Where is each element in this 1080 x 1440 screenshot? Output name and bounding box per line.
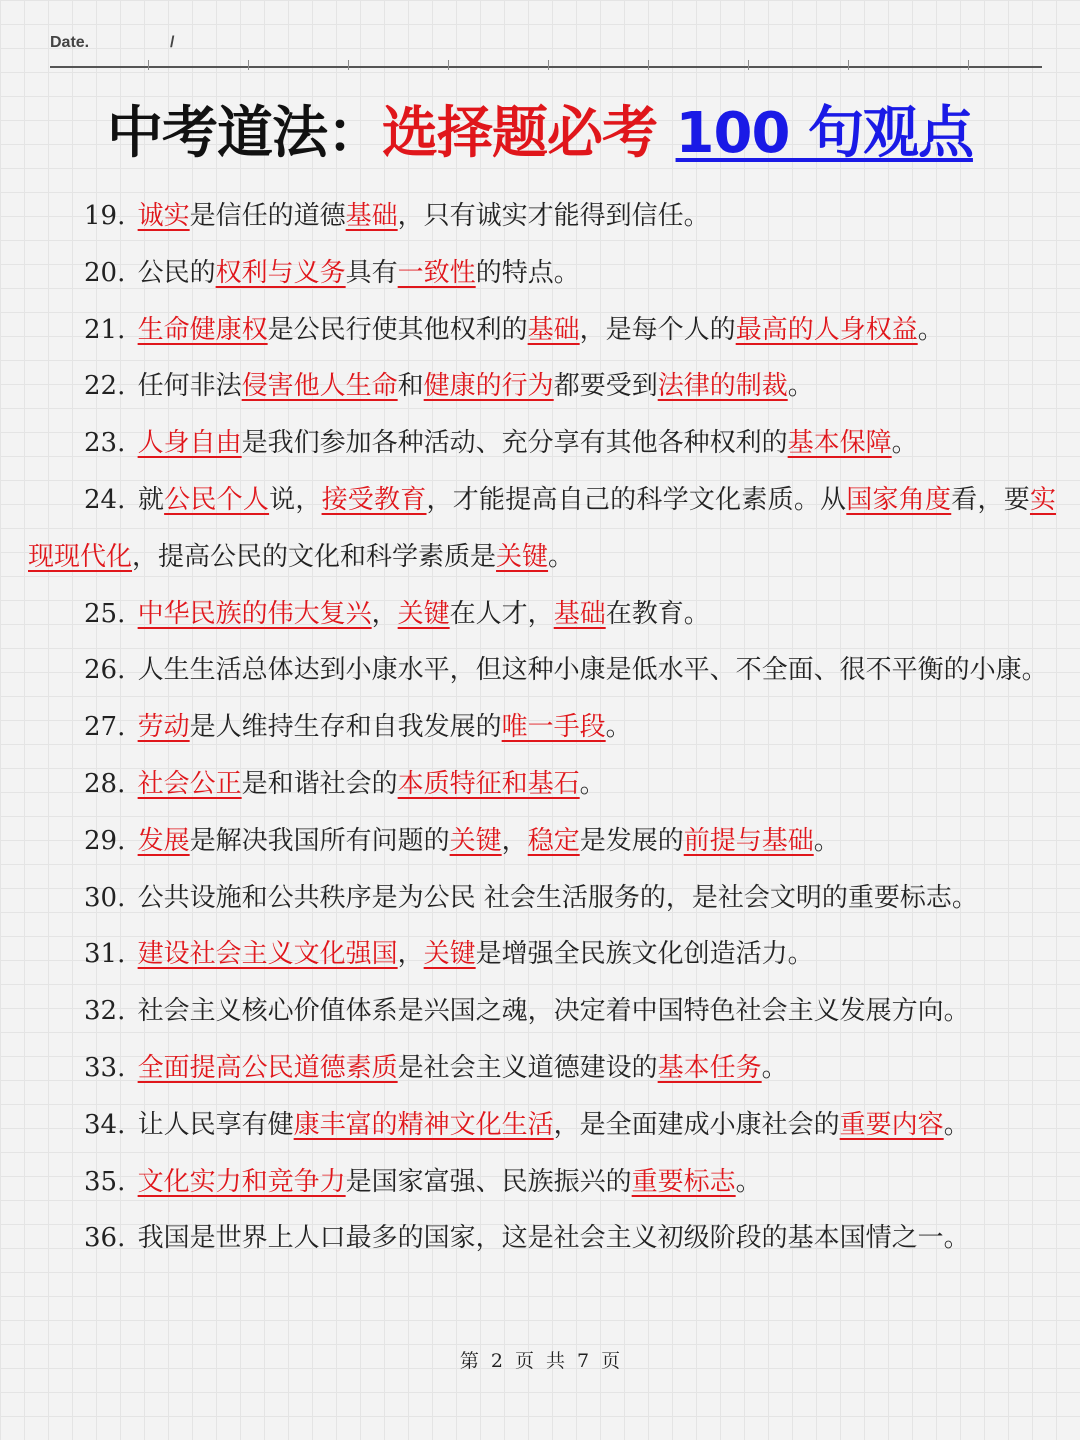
item-number: 30. (84, 882, 126, 913)
list-item (28, 415, 1056, 472)
date-slash: / (170, 34, 175, 51)
list-item (28, 302, 1056, 359)
list-item (28, 245, 1056, 302)
item-number: 31. (84, 939, 126, 970)
key-term: 本质特征和基石 (397, 768, 580, 799)
page-title (0, 96, 1080, 172)
item-text: 的特点。 (475, 257, 580, 288)
list-item (28, 1040, 1056, 1097)
key-term: 文化实力和竞争力 (137, 1166, 346, 1197)
item-number: 35. (84, 1166, 126, 1197)
list-item (28, 813, 1056, 870)
list-item (28, 699, 1056, 756)
item-text: 。 (579, 768, 606, 799)
list-item (28, 472, 1056, 586)
key-term: 一致性 (397, 257, 476, 288)
item-text: 。 (917, 314, 944, 345)
key-term: 劳动 (137, 712, 190, 743)
key-term: 关键 (423, 939, 476, 970)
item-text: 是社会主义道德建设的 (397, 1052, 658, 1083)
key-term: 稳定 (527, 825, 580, 856)
key-term: 建设社会主义文化强国 (137, 939, 398, 970)
item-number: 36. (84, 1223, 126, 1254)
key-term: 健康的行为 (423, 371, 554, 402)
item-text: 。 (787, 371, 814, 402)
key-term: 国家角度 (846, 484, 952, 515)
title-part-topic: 选择题必考 (382, 101, 658, 166)
item-text: 社会主义核心价值体系是兴国之魂，决定着中国特色社会主义发展方向。 (137, 996, 970, 1027)
key-term: 人身自由 (137, 428, 242, 459)
item-number: 32. (84, 996, 126, 1027)
list-item (28, 358, 1056, 415)
page-footer: 第 2 页 共 7 页 (459, 1350, 621, 1372)
key-term: 基础 (527, 314, 580, 345)
title-part-subject: 中考道法： (107, 101, 383, 166)
key-term: 生命健康权 (137, 314, 268, 345)
item-text: 。 (735, 1166, 762, 1197)
item-text: 人生生活总体达到小康水平，但这种小康是低水平、不全面、很不平衡的小康。 (137, 655, 1048, 686)
item-text: 公民的 (137, 257, 216, 288)
item-text: ， (397, 939, 424, 970)
item-text: 说， (269, 484, 322, 515)
key-term: 基本任务 (657, 1052, 762, 1083)
key-term: 唯一手段 (501, 712, 606, 743)
key-term: 权利与义务 (215, 257, 346, 288)
item-text: 是信任的道德 (189, 201, 346, 231)
item-text: 是发展的 (579, 825, 684, 856)
item-text: 都要受到 (553, 371, 658, 402)
list-item (28, 642, 1056, 699)
item-text: 具有 (345, 257, 398, 288)
key-term: 康丰富的精神文化生活 (293, 1109, 554, 1140)
date-underline (50, 66, 1042, 68)
key-term: 关键 (496, 541, 549, 572)
item-text: ， (501, 825, 528, 856)
item-number: 25. (84, 598, 126, 629)
list-item (28, 870, 1056, 927)
list-item (28, 1097, 1056, 1154)
item-text: 是人维持生存和自我发展的 (189, 712, 502, 743)
item-text: 是解决我国所有问题的 (189, 825, 450, 856)
list-item (28, 188, 1056, 245)
item-text: 和 (397, 371, 424, 402)
list-item (28, 983, 1056, 1040)
item-text: ， (371, 598, 398, 629)
item-text: 。 (761, 1052, 788, 1083)
item-text: 是和谐社会的 (241, 768, 398, 799)
item-text: 是国家富强、民族振兴的 (345, 1166, 632, 1197)
key-term: 诚实 (137, 201, 190, 231)
item-text: ，提高公民的文化和科学素质是 (132, 541, 497, 572)
item-number: 28. (84, 768, 126, 799)
key-term: 公民个人 (164, 484, 270, 515)
item-number: 21. (84, 314, 126, 345)
item-text: 是公民行使其他权利的 (267, 314, 528, 345)
item-text: 是增强全民族文化创造活力。 (475, 939, 814, 970)
item-number: 22. (84, 371, 126, 402)
item-text: ，是每个人的 (579, 314, 736, 345)
item-text: 公共设施和公共秩序是为公民 社会生活服务的，是社会文明的重要标志。 (137, 882, 978, 913)
key-term: 最高的人身权益 (735, 314, 918, 345)
key-term: 发展 (137, 825, 190, 856)
item-text: 我国是世界上人口最多的国家，这是社会主义初级阶段的基本国情之一。 (137, 1223, 970, 1254)
item-number: 34. (84, 1109, 126, 1140)
key-term: 中华民族的伟大复兴 (137, 598, 372, 629)
item-text: 就 (137, 484, 165, 515)
key-term: 基础 (553, 598, 606, 629)
key-term: 法律的制裁 (657, 371, 788, 402)
key-term: 前提与基础 (683, 825, 814, 856)
key-term: 重要标志 (631, 1166, 736, 1197)
key-term: 基本保障 (787, 428, 892, 459)
list-item (28, 1210, 1056, 1267)
key-term: 接受教育 (321, 484, 427, 515)
item-text: 让人民享有健 (137, 1109, 294, 1140)
item-text: 看，要 (951, 484, 1030, 515)
item-number: 23. (84, 428, 126, 459)
item-number: 33. (84, 1052, 126, 1083)
item-number: 29. (84, 825, 126, 856)
viewpoint-list (28, 188, 1056, 1267)
title-part-count: 100 句观点 (675, 101, 973, 166)
list-item (28, 586, 1056, 643)
item-text: ，只有诚实才能得到信任。 (397, 201, 710, 231)
item-text: ，是全面建成小康社会的 (553, 1109, 840, 1140)
key-term: 关键 (397, 598, 450, 629)
date-label-text: Date. (50, 34, 90, 51)
date-label (50, 34, 175, 52)
item-number: 24. (84, 484, 126, 515)
item-text: 。 (605, 712, 632, 743)
item-text: 任何非法 (137, 371, 242, 402)
item-number: 19. (84, 201, 126, 231)
item-text: ，才能提高自己的科学文化素质。从 (426, 484, 847, 515)
item-number: 20. (84, 257, 126, 288)
item-text: 。 (548, 541, 575, 572)
key-term: 侵害他人生命 (241, 371, 398, 402)
key-term: 实现现代化 (28, 484, 1056, 572)
list-item (28, 926, 1056, 983)
item-text: 。 (813, 825, 840, 856)
item-number: 27. (84, 712, 126, 743)
item-text: 在人才， (449, 598, 554, 629)
item-text: 在教育。 (605, 598, 710, 629)
key-term: 重要内容 (839, 1109, 944, 1140)
item-text: 。 (891, 428, 918, 459)
list-item (28, 756, 1056, 813)
key-term: 全面提高公民道德素质 (137, 1052, 398, 1083)
item-text: 是我们参加各种活动、充分享有其他各种权利的 (241, 428, 788, 459)
key-term: 关键 (449, 825, 502, 856)
list-item (28, 1154, 1056, 1211)
item-number: 26. (84, 655, 126, 686)
item-text: 。 (943, 1109, 970, 1140)
key-term: 社会公正 (137, 768, 242, 799)
key-term: 基础 (345, 201, 398, 231)
